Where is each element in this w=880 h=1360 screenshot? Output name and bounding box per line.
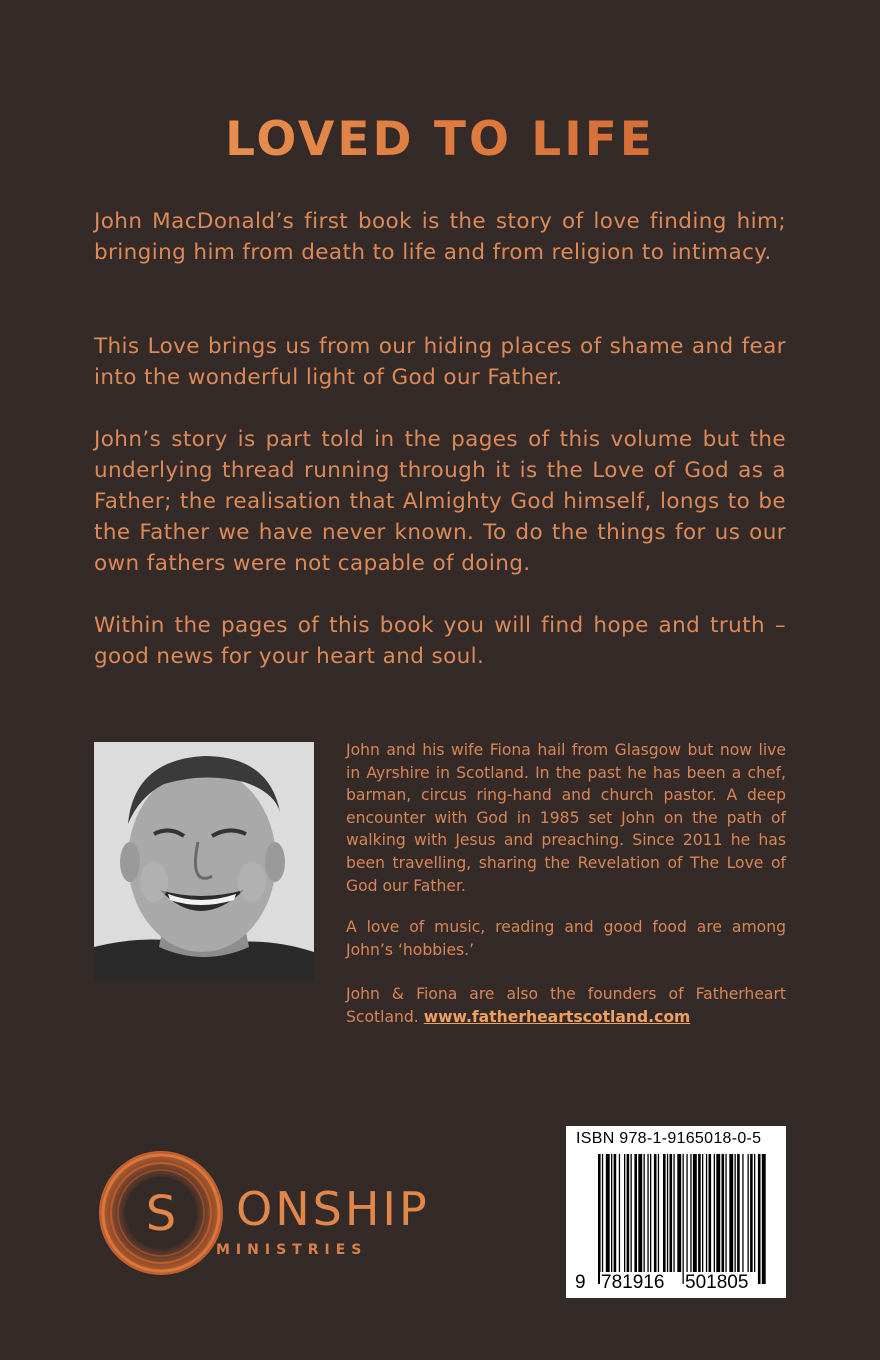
author-photo [94,742,314,980]
barcode-digits-left: 781916 [601,1272,665,1293]
barcode-bar [650,1154,651,1272]
barcode-bar [737,1154,740,1272]
barcode-bar [647,1154,648,1272]
barcode-bar [619,1154,620,1272]
barcode-bar [716,1154,720,1272]
barcode-bar [631,1154,632,1272]
barcode-bar [725,1154,726,1272]
barcode-bar [611,1154,612,1272]
barcode-bar [698,1154,701,1272]
logo-subtitle: MINISTRIES [216,1242,368,1258]
logo-rings-icon [96,1148,226,1278]
blurb-paragraph-1: John MacDonald’s first book is the story of love finding him; bringing him from death to life and from religion to intimacy. [94,209,786,265]
blurb-paragraph-2: This Love brings us from our hiding places of shame and fear into the wonderful light of God our Father. [94,334,786,390]
isbn-barcode [566,1126,786,1298]
barcode-bar [606,1154,610,1272]
barcode-bar [644,1154,645,1272]
barcode-bar [638,1154,642,1272]
barcode-bar [654,1154,657,1272]
barcode-bar [658,1154,659,1272]
barcode-bar [742,1154,743,1272]
website-link[interactable]: www.fatherheartscotland.com [423,1007,691,1026]
book-title: LOVED TO LIFE [0,112,880,167]
author-bio-paragraph-1: John and his wife Fiona hail from Glasgow but now live in Ayrshire in Scotland. In the past he has been a chef, barman, circus ring-hand and church pastor. A deep encounter with God in 1985 set John on the path of walking with Jesus and preaching. Since 2011 he has been travelling, sharing the Revelation of The Love of God our Father. [346,741,786,895]
barcode-digits-right: 501805 [685,1272,749,1293]
barcode-bar [667,1154,668,1272]
barcode-bars-icon [566,1126,786,1298]
sonship-ministries-logo [96,1148,456,1278]
barcode-bar [714,1154,715,1272]
barcode-bar [722,1154,725,1272]
barcode-bar [683,1154,684,1284]
barcode-bar [627,1154,630,1272]
author-portrait-image [94,742,314,980]
barcode-bar [624,1154,625,1272]
founders-text: John & Fiona are also the founders of Fatherheart Scotland. [346,985,786,1026]
isbn-number: ISBN 978-1-9165018-0-5 [576,1130,762,1147]
barcode-bar [686,1154,687,1272]
barcode-bar [677,1154,681,1272]
barcode-bar [735,1154,736,1272]
barcode-bar [690,1154,691,1272]
barcode-bar [702,1154,703,1272]
barcode-bar [614,1154,617,1272]
barcode-bar [729,1154,733,1272]
barcode-bar [706,1154,707,1272]
author-bio-paragraph-3 [346,983,786,1028]
barcode-bar [670,1154,673,1272]
barcode-bar [754,1154,755,1272]
barcode-bar [750,1154,753,1272]
barcode-bar [748,1154,749,1272]
barcode-bar [762,1154,766,1284]
barcode-bar [758,1154,761,1284]
barcode-bar [602,1154,603,1284]
barcode-bar [673,1154,674,1272]
blurb-paragraph-3: John’s story is part told in the pages of this volume but the underlying thread running through it is the Love of God as a Father; the realisation that Almighty God himself, longs to be the Father we have never known. To do the things for us our own fathers were not capable of doing. [94,427,786,576]
logo-wordmark: ONSHIP [236,1182,430,1236]
barcode-bar [663,1154,666,1272]
barcode-bar [693,1154,697,1272]
barcode-bar [634,1154,637,1272]
author-bio-paragraph-2: A love of music, reading and good food are among John’s ‘hobbies.’ [346,918,786,959]
blurb-paragraph-4: Within the pages of this book you will find hope and truth – good news for your heart and soul. [94,613,786,669]
logo-letter-s: S [145,1186,177,1242]
barcode-bar [709,1154,712,1272]
barcode-digit-prefix: 9 [575,1272,586,1293]
barcode-bar [598,1154,601,1284]
